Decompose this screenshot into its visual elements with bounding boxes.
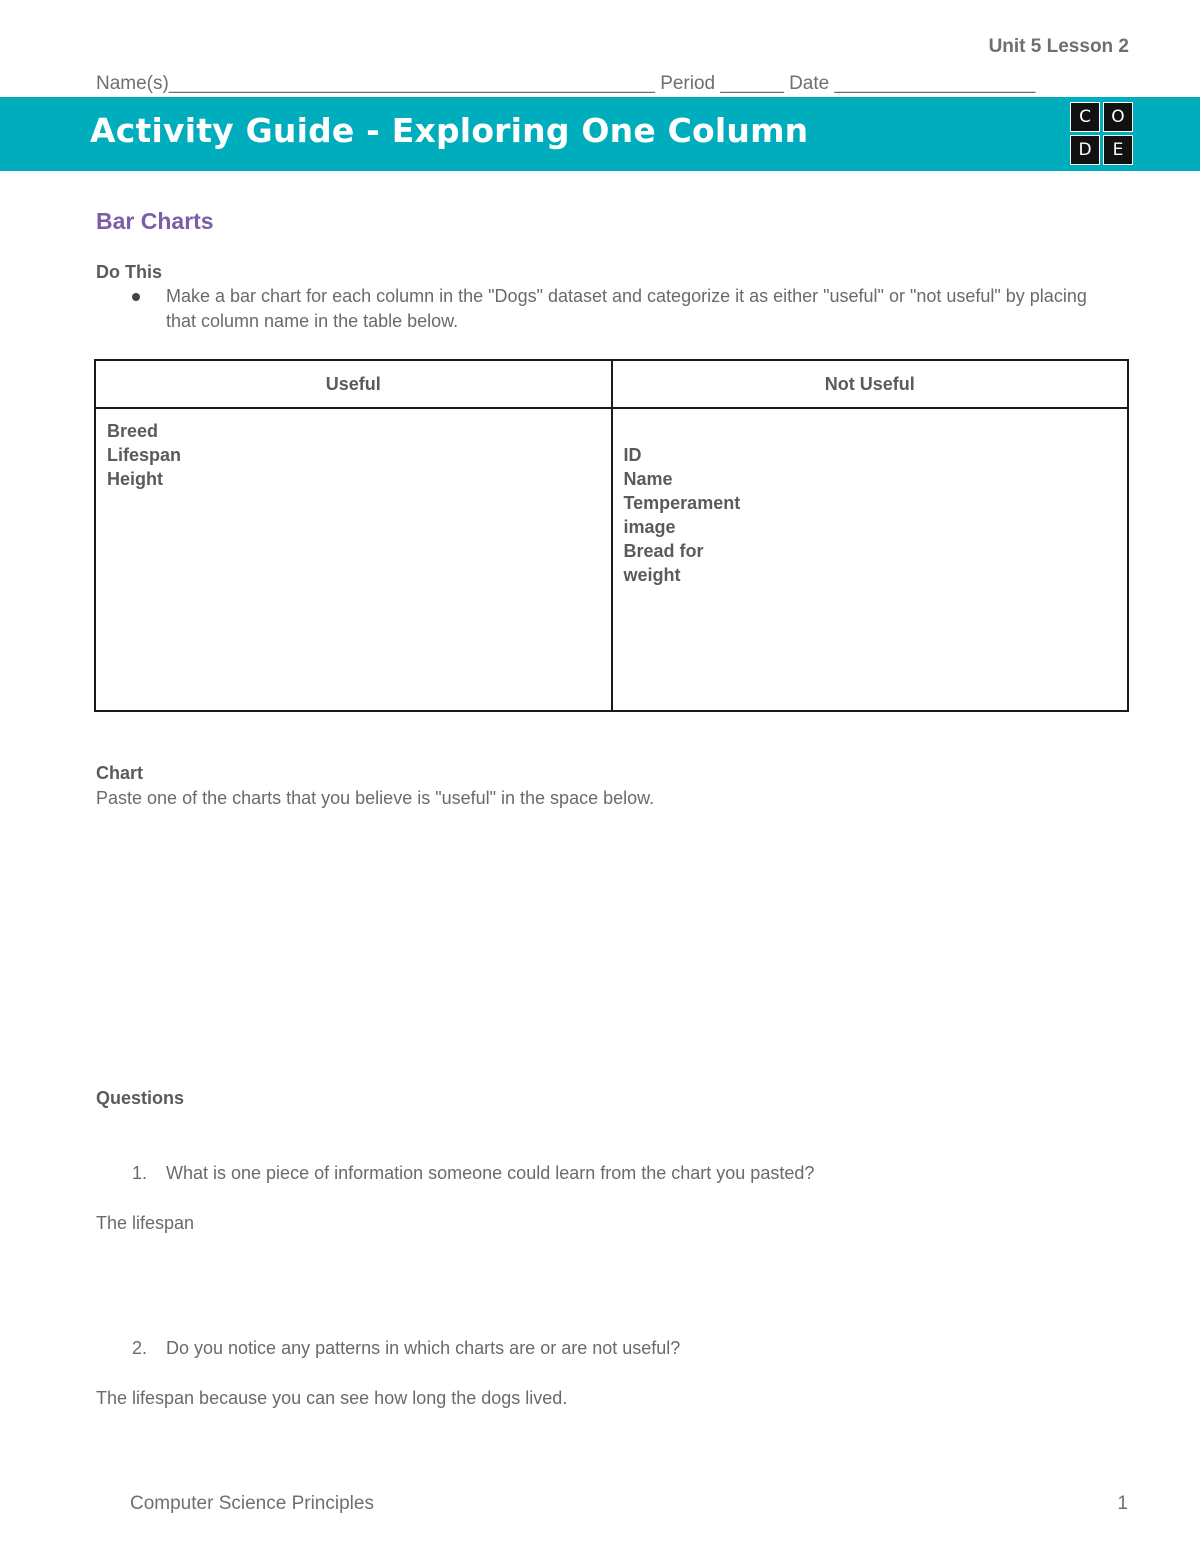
- not-useful-cell[interactable]: [612, 408, 1129, 711]
- section-title: Bar Charts: [96, 208, 214, 234]
- questions-heading: Questions: [96, 1088, 185, 1108]
- footer-course: Computer Science Principles: [130, 1493, 374, 1514]
- chart-heading: Chart: [96, 763, 144, 783]
- question-text: Do you notice any patterns in which charts are or are not useful?: [166, 1338, 681, 1358]
- categorize-table: [94, 359, 1129, 712]
- unit-lesson-label: Unit 5 Lesson 2: [988, 36, 1129, 57]
- name-period-date-line: Name(s)______________________________________________ Period ______ Date ___________________: [96, 73, 1036, 94]
- useful-header: Useful: [95, 360, 612, 408]
- logo-letter: E: [1103, 135, 1133, 165]
- page-title: Activity Guide - Exploring One Column: [90, 111, 809, 150]
- not-useful-header: Not Useful: [612, 360, 1129, 408]
- answer-2[interactable]: The lifespan because you can see how long the dogs lived.: [96, 1388, 568, 1408]
- do-this-heading: Do This: [96, 262, 162, 282]
- question-1: [132, 1163, 814, 1184]
- instruction-bullet: Make a bar chart for each column in the "Dogs" dataset and categorize it as either "useful" or "not useful" by placing that column name in the table below.: [166, 286, 1087, 331]
- question-text: What is one piece of information someone could learn from the chart you pasted?: [166, 1163, 815, 1183]
- code-logo: [1070, 102, 1134, 166]
- not-useful-item: Name: [623, 469, 673, 489]
- title-banner: [0, 97, 1200, 171]
- question-number: 2.: [132, 1338, 148, 1358]
- useful-item: Breed: [107, 421, 159, 441]
- useful-item: Lifespan: [107, 445, 182, 465]
- logo-letter: C: [1070, 102, 1100, 132]
- logo-letter: D: [1070, 135, 1100, 165]
- question-number: 1.: [132, 1163, 148, 1183]
- not-useful-item: Bread for: [623, 541, 704, 561]
- question-2: [132, 1338, 680, 1359]
- chart-instruction: Paste one of the charts that you believe is "useful" in the space below.: [96, 788, 655, 808]
- not-useful-item: image: [623, 517, 676, 537]
- useful-item: Height: [107, 469, 163, 489]
- logo-letter: O: [1103, 102, 1133, 132]
- answer-1[interactable]: The lifespan: [96, 1213, 195, 1233]
- bullet-icon: [132, 293, 140, 301]
- not-useful-item: weight: [623, 565, 681, 585]
- footer-page-number: 1: [1117, 1493, 1128, 1514]
- not-useful-item: ID: [623, 445, 642, 465]
- useful-cell[interactable]: [95, 408, 612, 711]
- not-useful-item: Temperament: [623, 493, 741, 513]
